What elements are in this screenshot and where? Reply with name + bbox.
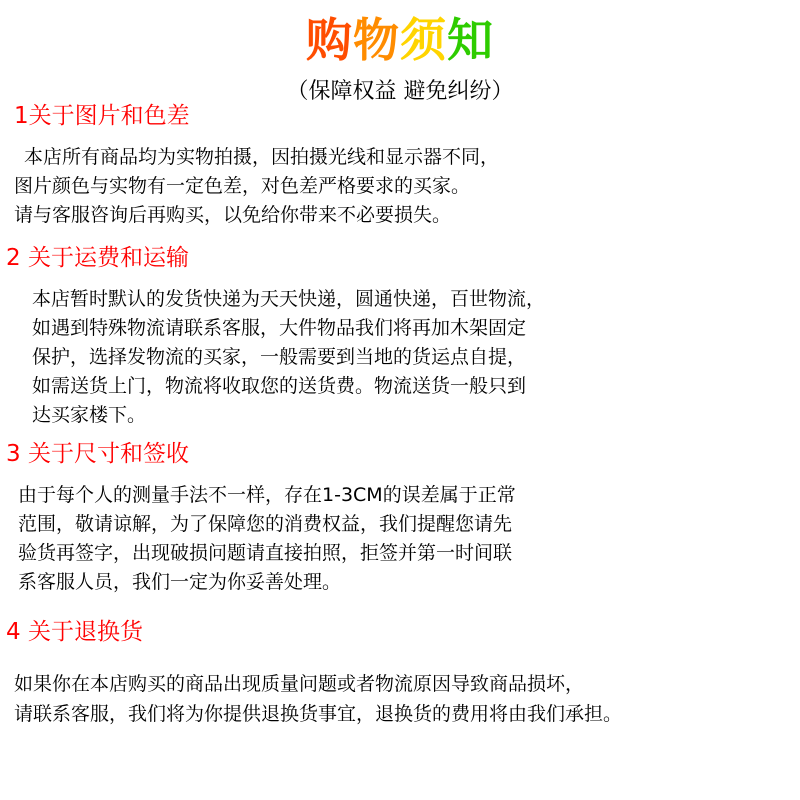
section-heading-images: 1关于图片和色差	[14, 103, 190, 129]
paragraph-line: 本店暂时默认的发货快递为天天快递，圆通快递，百世物流，	[32, 288, 546, 310]
section-heading-returns: 4 关于退换货	[6, 619, 143, 645]
paragraph-line: 由于每个人的测量手法不一样，存在1-3CM的误差属于正常	[18, 484, 516, 506]
paragraph-line: 请与客服咨询后再购买，以免给你带来不必要损失。	[14, 204, 452, 226]
title-char: 须	[400, 13, 447, 67]
paragraph-line: 图片颜色与实物有一定色差，对色差严格要求的买家。	[14, 175, 471, 197]
paragraph-line: 本店所有商品均为实物拍摄，因拍摄光线和显示器不同，	[24, 146, 500, 168]
section-body-images	[14, 143, 499, 230]
section-heading-size: 3 关于尺寸和签收	[6, 441, 189, 467]
section-body-shipping	[32, 285, 545, 430]
paragraph-line: 如遇到特殊物流请联系客服，大件物品我们将再加木架固定	[32, 317, 527, 339]
title-char: 购	[306, 13, 353, 67]
paragraph-line: 如需送货上门，物流将收取您的送货费。物流送货一般只到	[32, 375, 527, 397]
paragraph-line: 系客服人员，我们一定为你妥善处理。	[18, 571, 342, 593]
paragraph-line: 保护，选择发物流的买家，一般需要到当地的货运点自提，	[32, 346, 527, 368]
subtitle: （保障权益 避免纠纷）	[286, 79, 514, 104]
title-char: 知	[447, 13, 494, 67]
section-body-returns	[14, 669, 622, 729]
paragraph-line: 请联系客服，我们将为你提供退换货事宜，退换货的费用将由我们承担。	[14, 703, 623, 725]
section-body-size	[18, 481, 516, 597]
paragraph-line: 范围，敬请谅解，为了保障您的消费权益，我们提醒您请先	[18, 513, 513, 535]
paragraph-line: 如果你在本店购买的商品出现质量问题或者物流原因导致商品损坏，	[14, 673, 585, 695]
section-heading-shipping: 2 关于运费和运输	[6, 245, 189, 271]
page-title	[0, 12, 800, 68]
title-char: 物	[353, 13, 400, 67]
paragraph-line: 验货再签字，出现破损问题请直接拍照，拒签并第一时间联	[18, 542, 513, 564]
paragraph-line: 达买家楼下。	[32, 404, 147, 426]
